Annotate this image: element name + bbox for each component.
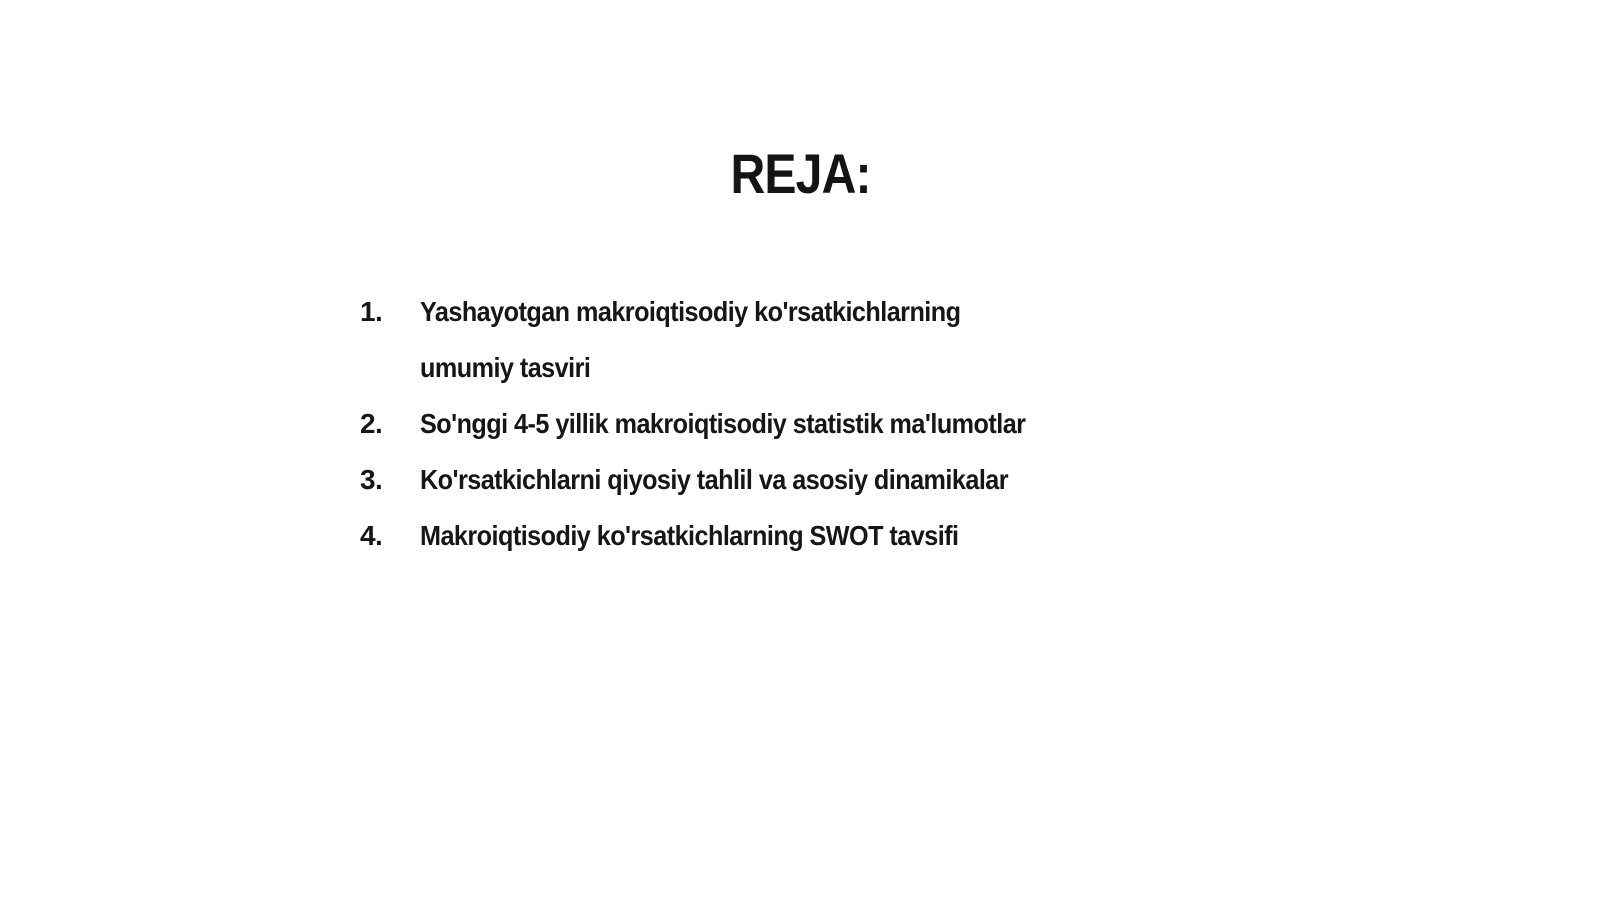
plan-item-3 — [360, 452, 1140, 508]
plan-item-number: 3. — [360, 464, 383, 495]
slide-title: REJA: — [730, 141, 871, 205]
plan-item-number: 4. — [360, 520, 383, 551]
plan-item-text: Yashayotgan makroiqtisodiy ko'rsatkichlarning umumiy tasviri — [420, 296, 961, 383]
plan-item-text: Ko'rsatkichlarni qiyosiy tahlil va asosiy dinamikalar — [420, 464, 1009, 495]
plan-item-number: 1. — [360, 296, 383, 327]
plan-item-text: Makroiqtisodiy ko'rsatkichlarning SWOT tavsifi — [420, 520, 959, 551]
plan-item-number: 2. — [360, 408, 383, 439]
plan-list — [360, 284, 1140, 564]
plan-item-text: So'nggi 4-5 yillik makroiqtisodiy statistik ma'lumotlar — [420, 408, 1026, 439]
plan-item-1 — [360, 284, 1140, 396]
plan-item-2 — [360, 396, 1140, 452]
plan-item-4 — [360, 508, 1140, 564]
